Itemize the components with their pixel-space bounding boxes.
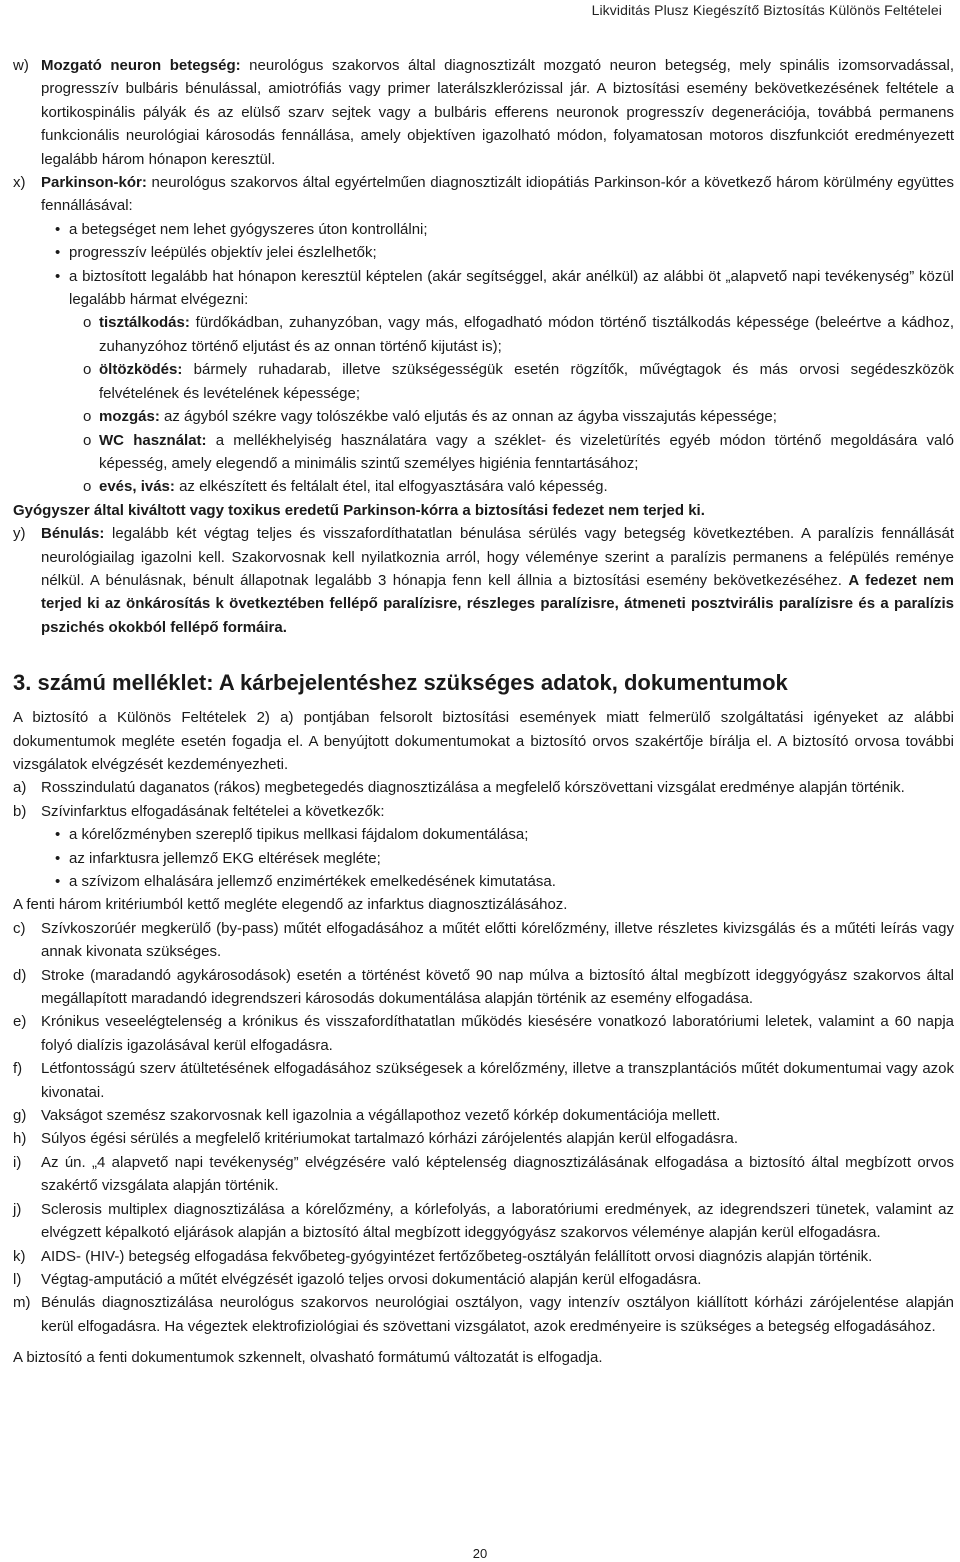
bullet-icon: • xyxy=(55,244,61,262)
bullet-icon: • xyxy=(55,267,61,285)
annex-item-f: f) Létfontosságú szerv átültetésének elfogadásához szükségesek a kórelőzmény, illetve a transzplantációs műtét dokumentumai vagy azok kivonatai. xyxy=(13,1060,954,1101)
annex-item-e: e) Krónikus veseelégtelenség a krónikus és visszafordíthatatlan működés kiesésére vonatkozó laboratóriumi leletek, valamint a 60 napja folyó dialízis igazolásával kerül elfogadásra. xyxy=(13,1013,954,1054)
definition-text: neurológus szakorvos által egyértelműen diagnosztizált idiopátiás Parkinson-kór a következő három körülmény együttes fennállásával: xyxy=(41,174,954,215)
item-label: x) xyxy=(13,174,26,192)
definition-item-w xyxy=(13,54,954,171)
annex-heading: 3. számú melléklet: A kárbejelentéshez szükséges adatok, dokumentumok xyxy=(13,670,788,696)
bullet-item: • a betegséget nem lehet gyógyszeres úton kontrollálni; xyxy=(13,218,954,241)
annex-item-b: b) Szívinfarktus elfogadásának feltételei a következők: xyxy=(13,802,385,820)
definition-term: Bénulás: xyxy=(41,525,105,543)
bullet-icon: • xyxy=(55,826,61,844)
bullet-item: • progresszív leépülés objektív jelei észlelhetők; xyxy=(13,241,954,264)
annex-item-a: a) Rosszindulatú daganatos (rákos) megbetegedés diagnosztizálása a megfelelő kórszövettani vizsgálat eredménye alapján történik. xyxy=(13,779,905,797)
activity-item: o evés, ivás: az elkészített és feltálalt étel, ital elfogyasztására való képesség. xyxy=(83,478,608,496)
bullet-icon: • xyxy=(55,220,61,238)
annex-item-g: g) Vakságot szemész szakorvosnak kell igazolnia a végállapothoz vezető kórkép dokumentációja mellett. xyxy=(13,1107,721,1125)
definition-item-y xyxy=(13,522,954,639)
closing-statement: A biztosító a fenti dokumentumok szkennelt, olvasható formátumú változatát is elfogadja. xyxy=(13,1349,603,1367)
page-number: 20 xyxy=(472,1546,488,1561)
definition-term: Mozgató neuron betegség: xyxy=(41,57,241,74)
annex-item-m: m) Bénulás diagnosztizálása neurológus szakorvos neurológiai osztályon, vagy intenzív osztályon kiállított kórházi zárójelentése alapján kerül elfogadásra. Ha végeztek elektrofiziológiai és szövettani vizsgálatot, azok eredményeire is szükséges a betegség elfogadásához. xyxy=(13,1294,954,1335)
definition-item-x xyxy=(13,171,954,218)
item-label: w) xyxy=(13,57,29,74)
annex-intro: A biztosító a Különös Feltételek 2) a) pontjában felsorolt biztosítási események miatt felmerülő szolgáltatási igényeket az alábbi dokumentumok megléte esetén fogadja el. A benyújtott dokumentumokat a biztosító orvos szakértője bírálja el. A biztosító orvosa további vizsgálatok elvégzését kezdeményezheti. xyxy=(13,709,954,773)
activity-item: o tisztálkodás: fürdőkádban, zuhanyzóban, vagy más, elfogadható módon történő tisztálkodás képessége (beleértve a kádhoz, zuhanyzóhoz történő eljutást és az onnan történő kijutást is); xyxy=(83,314,954,355)
bullet-item: • a szívizom elhalására jellemző enzimértékek emelkedésének kimutatása. xyxy=(13,870,954,893)
annex-item-l: l) Végtag-amputáció a műtét elvégzését igazoló teljes orvosi dokumentáció alapján kerül elfogadásra. xyxy=(13,1270,702,1288)
definition-text: neurológus szakorvos által diagnosztizált mozgató neuron betegség, mely spinális izomsorvadással, progresszív bulbáris bénulással, amiotrófiás vagy primer laterálszklerózissal jár. A biztosítási esemény bekövetkezésének feltétele a kortikospinális pályák és az elülső szarv sejtek vagy a bulbáris efferens neuronok progresszív degenerációja, továbbá permanens funkcionális neurológiai károsodás fennállása, amely objektíven igazolható módon, folyamatosan motoros diszfunkciót eredményezett legalább három hónapon keresztül. xyxy=(41,57,954,168)
definition-text: legalább két végtag teljes és visszafordíthatatlan bénulása sérülés vagy betegség következtében. A paralízis fennállását neurológiailag igazolni kell. Szakorvosnak kell nyilatkoznia arról, hogy véleménye szerint a paralízis permanens a felépülés reménye nélkül. A bénulásnak, bénult állapotnak legalább 3 hónapja fenn kell állnia a biztosítási esemény bekövetkezéséhez. xyxy=(41,525,954,589)
definition-term: Parkinson-kór: xyxy=(41,174,147,192)
annex-item-i: i) Az ún. „4 alapvető napi tevékenység” elvégzésére való képtelenség diagnosztizálásának elfogadása a biztosító által megbízott orvos szakértő vizsgálata alapján történik. xyxy=(13,1153,954,1195)
activity-item: o WC használat: a mellékhelyiség használatára vagy a széklet- és vizeletürítés egyéb módon történő megoldására való képesség, amely elegendő a minimális szintű személyes higiénia fenntartásához; xyxy=(83,431,954,472)
activity-item: o öltözködés: bármely ruhadarab, illetve szükségességük esetén rögzítők, művégtagok és más orvosi segédeszközök felvételének és levételének képessége; xyxy=(83,361,954,402)
activity-item: o mozgás: az ágyból székre vagy tolószékbe való eljutás és az onnan az ágyba visszajutás képessége; xyxy=(83,408,777,426)
annex-item-d: d) Stroke (maradandó agykárosodások) esetén a történést követő 90 nap múlva a biztosító által megbízott ideggyógyász szakorvos által megállapított maradandó idegrendszeri károsodás dokumentálása alapján történik az esemény elfogadása. xyxy=(13,966,954,1008)
bullet-icon: • xyxy=(55,849,61,867)
parkinson-exclusion: Gyógyszer által kiváltott vagy toxikus eredetű Parkinson-kórra a biztosítási fedezet nem terjed ki. xyxy=(13,501,705,519)
annex-item-k: k) AIDS- (HIV-) betegség elfogadása fekvőbeteg-gyógyintézet fertőzőbeteg-osztályán felállított orvosi diagnózis alapján történik. xyxy=(13,1247,873,1265)
bullet-item: • a kórelőzményben szereplő tipikus mellkasi fájdalom dokumentálása; xyxy=(13,823,954,846)
item-label: y) xyxy=(13,525,26,543)
document-header-title: Likviditás Plusz Kiegészítő Biztosítás Különös Feltételei xyxy=(591,2,942,18)
bullet-item: • az infarktusra jellemző EKG eltérések megléte; xyxy=(13,847,954,870)
annex-item-j: j) Sclerosis multiplex diagnosztizálása a kórelőzmény, a kórlefolyás, a laboratóriumi eredmények, az idegrendszeri tünetek, valamint az elvégzett képalkotó eljárások alapján a biztosító által megbízott ideggyógyász szakorvos véleménye alapján kerül elfogadásra. xyxy=(13,1200,954,1242)
paralysis-exclusion: A fedezet nem terjed ki az önkárosítás k övetkeztében fellépő paralízisre, részleges paralízisre, átmeneti posztvirális paralízisre és a paralízis pszichés okokból fellépő formáira. xyxy=(41,571,954,636)
infarct-note: A fenti három kritériumból kettő megléte elegendő az infarktus diagnosztizálásához. xyxy=(13,896,568,914)
annex-item-c: c) Szívkoszorúér megkerülő (by-pass) műtét elfogadásához a műtét előtti kórelőzmény, illetve részletes kivizsgálás és a műtéti leírás vagy annak kivonata szükséges. xyxy=(13,919,954,961)
annex-item-h: h) Súlyos égési sérülés a megfelelő kritériumokat tartalmazó kórházi zárójelentés alapján kerül elfogadásra. xyxy=(13,1130,739,1148)
bullet-item: • a biztosított legalább hat hónapon keresztül képtelen (akár segítséggel, akár anélkül) az alábbi öt „alapvető napi tevékenység” közül legalább hármat elvégezni: xyxy=(13,265,954,312)
document-body xyxy=(13,54,954,1370)
bullet-icon: • xyxy=(55,873,61,890)
